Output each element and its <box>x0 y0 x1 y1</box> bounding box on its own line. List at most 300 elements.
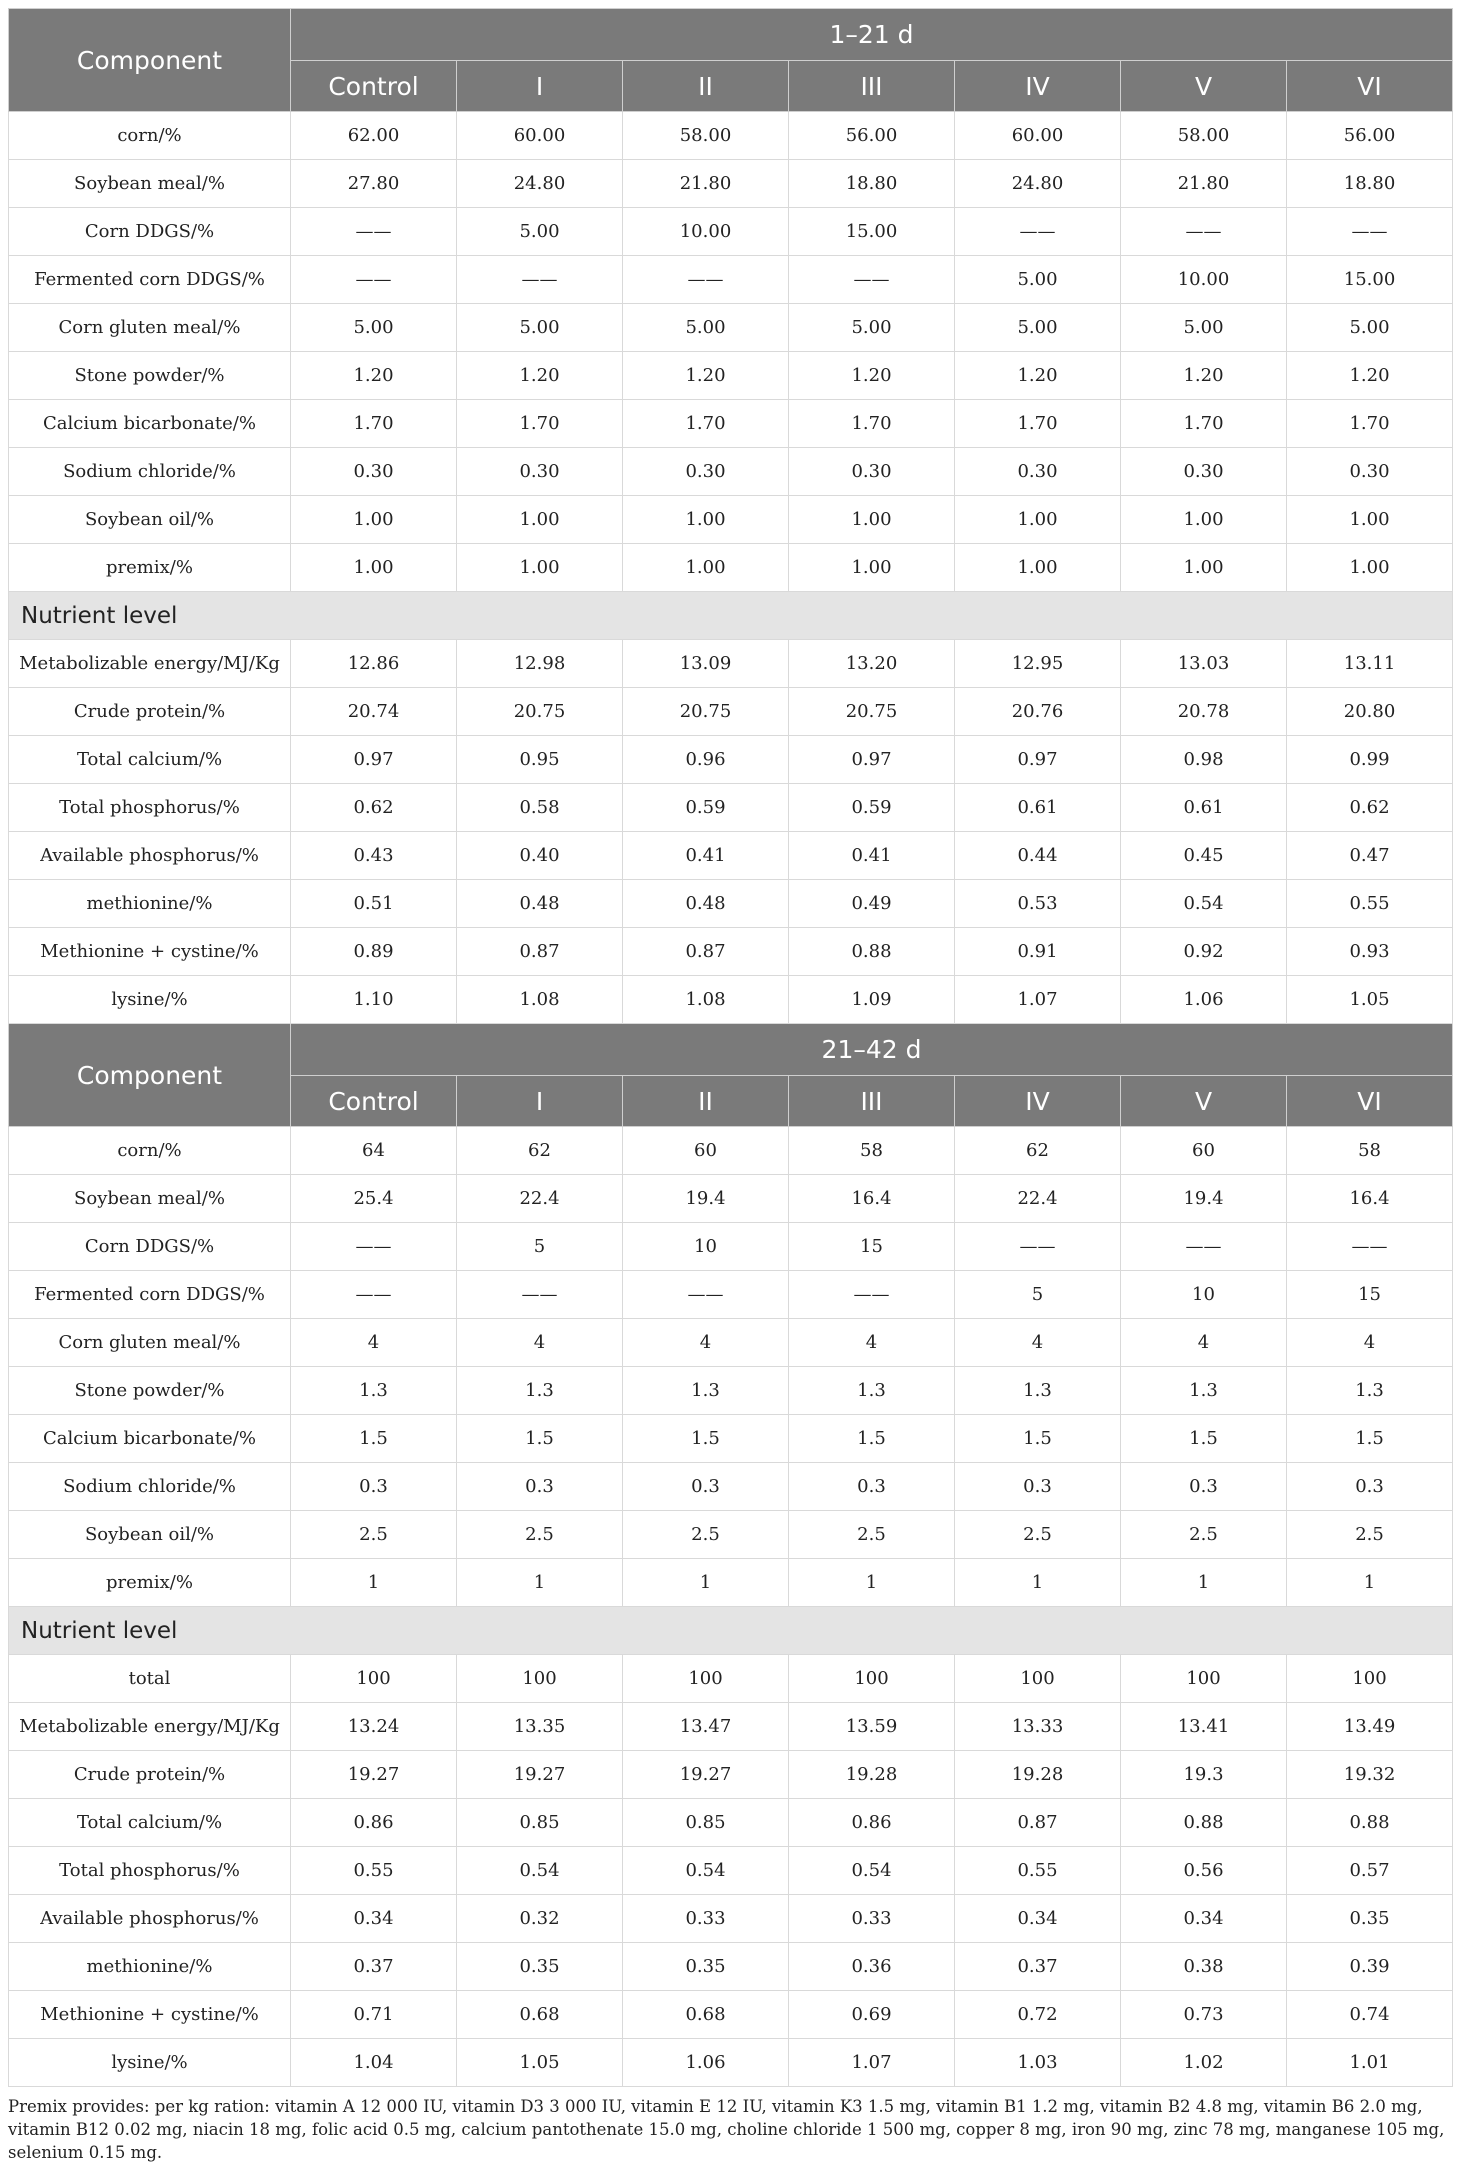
table-cell: 0.30 <box>789 448 955 496</box>
table-cell: 12.86 <box>291 640 457 688</box>
table-cell: 0.88 <box>1121 1799 1287 1847</box>
ingredient-row <box>9 1223 1453 1271</box>
table-cell: 1.5 <box>623 1415 789 1463</box>
table-cell: 15 <box>789 1223 955 1271</box>
table-cell: 15.00 <box>1287 256 1453 304</box>
table-cell: 0.85 <box>623 1799 789 1847</box>
table-cell: 0.59 <box>789 784 955 832</box>
table-cell: 0.41 <box>789 832 955 880</box>
table-cell: 1.10 <box>291 976 457 1024</box>
ingredient-row <box>9 400 1453 448</box>
table-cell: 2.5 <box>1287 1511 1453 1559</box>
table-cell: 1.3 <box>623 1367 789 1415</box>
row-label: Sodium chloride/% <box>9 1463 291 1511</box>
row-label: Stone powder/% <box>9 352 291 400</box>
table-cell: 19.4 <box>1121 1175 1287 1223</box>
table-cell: 0.3 <box>789 1463 955 1511</box>
table-cell: 18.80 <box>789 160 955 208</box>
table-cell: 100 <box>955 1655 1121 1703</box>
table-cell: 0.73 <box>1121 1991 1287 2039</box>
table-cell: —— <box>955 1223 1121 1271</box>
row-label: Calcium bicarbonate/% <box>9 400 291 448</box>
table-cell: 1.70 <box>955 400 1121 448</box>
table-cell: 22.4 <box>457 1175 623 1223</box>
row-label: premix/% <box>9 1559 291 1607</box>
period-title: 1–21 d <box>291 9 1453 61</box>
table-cell: 1.00 <box>1287 496 1453 544</box>
component-header: Component <box>9 1024 291 1127</box>
table-cell: 1.3 <box>1121 1367 1287 1415</box>
table-cell: 1.20 <box>1121 352 1287 400</box>
nutrient-row <box>9 640 1453 688</box>
table-cell: 62.00 <box>291 112 457 160</box>
group-column-header: III <box>789 61 955 112</box>
table-cell: 5.00 <box>457 304 623 352</box>
table-cell: —— <box>955 208 1121 256</box>
table-cell: 13.24 <box>291 1703 457 1751</box>
row-label: methionine/% <box>9 1943 291 1991</box>
table-cell: 10.00 <box>623 208 789 256</box>
table-cell: 0.35 <box>623 1943 789 1991</box>
table-cell: 1.70 <box>457 400 623 448</box>
group-column-header: II <box>623 1076 789 1127</box>
table-cell: 1.00 <box>457 544 623 592</box>
table-cell: 1.00 <box>789 544 955 592</box>
table-cell: 1.5 <box>1287 1415 1453 1463</box>
table-cell: 1.20 <box>457 352 623 400</box>
table-cell: 62 <box>955 1127 1121 1175</box>
table-cell: 4 <box>291 1319 457 1367</box>
table-cell: 22.4 <box>955 1175 1121 1223</box>
table-cell: 20.75 <box>457 688 623 736</box>
table-cell: 0.99 <box>1287 736 1453 784</box>
table-cell: 1.70 <box>291 400 457 448</box>
table-cell: 0.35 <box>1287 1895 1453 1943</box>
table-cell: 13.11 <box>1287 640 1453 688</box>
row-label: Corn DDGS/% <box>9 1223 291 1271</box>
row-label: corn/% <box>9 1127 291 1175</box>
row-label: Soybean oil/% <box>9 496 291 544</box>
group-column-header: V <box>1121 61 1287 112</box>
table-cell: 0.59 <box>623 784 789 832</box>
table-cell: 0.61 <box>1121 784 1287 832</box>
table-cell: 5.00 <box>789 304 955 352</box>
nutrient-level-heading: Nutrient level <box>9 1607 1453 1655</box>
table-cell: 1.20 <box>955 352 1121 400</box>
table-cell: 0.69 <box>789 1991 955 2039</box>
table-cell: 1.3 <box>291 1367 457 1415</box>
nutrient-row <box>9 1895 1453 1943</box>
table-cell: 1.08 <box>457 976 623 1024</box>
table-cell: 1 <box>789 1559 955 1607</box>
diet-composition-table-container <box>8 8 1453 2164</box>
ingredient-row <box>9 208 1453 256</box>
row-label: Soybean meal/% <box>9 160 291 208</box>
table-cell: —— <box>623 1271 789 1319</box>
table-cell: 1.08 <box>623 976 789 1024</box>
table-cell: 0.55 <box>1287 880 1453 928</box>
nutrient-level-heading: Nutrient level <box>9 592 1453 640</box>
period-header-row <box>9 9 1453 61</box>
table-cell: 24.80 <box>457 160 623 208</box>
table-cell: 1.5 <box>955 1415 1121 1463</box>
ingredient-row <box>9 1271 1453 1319</box>
table-cell: 2.5 <box>457 1511 623 1559</box>
row-label: Total calcium/% <box>9 1799 291 1847</box>
table-cell: 15 <box>1287 1271 1453 1319</box>
table-cell: 20.78 <box>1121 688 1287 736</box>
table-cell: 100 <box>457 1655 623 1703</box>
table-cell: 1.20 <box>623 352 789 400</box>
table-cell: 10 <box>1121 1271 1287 1319</box>
row-label: Corn gluten meal/% <box>9 304 291 352</box>
table-cell: 0.38 <box>1121 1943 1287 1991</box>
table-cell: 1.3 <box>789 1367 955 1415</box>
table-cell: 10 <box>623 1223 789 1271</box>
table-cell: 1.05 <box>1287 976 1453 1024</box>
table-cell: 19.28 <box>789 1751 955 1799</box>
table-cell: 19.27 <box>623 1751 789 1799</box>
ingredient-row <box>9 1367 1453 1415</box>
ingredient-row <box>9 256 1453 304</box>
table-cell: 0.33 <box>789 1895 955 1943</box>
table-cell: —— <box>1121 208 1287 256</box>
table-cell: 19.32 <box>1287 1751 1453 1799</box>
table-cell: —— <box>457 1271 623 1319</box>
table-cell: 16.4 <box>789 1175 955 1223</box>
table-cell: 24.80 <box>955 160 1121 208</box>
row-label: Calcium bicarbonate/% <box>9 1415 291 1463</box>
table-cell: 0.3 <box>623 1463 789 1511</box>
table-cell: 10.00 <box>1121 256 1287 304</box>
row-label: lysine/% <box>9 976 291 1024</box>
ingredient-row <box>9 112 1453 160</box>
table-cell: —— <box>291 256 457 304</box>
table-cell: —— <box>789 256 955 304</box>
table-cell: 0.95 <box>457 736 623 784</box>
table-cell: 0.62 <box>291 784 457 832</box>
table-cell: 0.33 <box>623 1895 789 1943</box>
table-cell: 1.02 <box>1121 2039 1287 2087</box>
group-column-header: III <box>789 1076 955 1127</box>
table-cell: 0.91 <box>955 928 1121 976</box>
nutrient-row <box>9 1799 1453 1847</box>
table-cell: 0.88 <box>789 928 955 976</box>
ingredient-row <box>9 544 1453 592</box>
table-cell: 1.06 <box>1121 976 1287 1024</box>
table-cell: 0.62 <box>1287 784 1453 832</box>
ingredient-row <box>9 448 1453 496</box>
table-cell: 4 <box>955 1319 1121 1367</box>
group-column-header: IV <box>955 61 1121 112</box>
table-cell: 1.00 <box>955 496 1121 544</box>
table-cell: 0.53 <box>955 880 1121 928</box>
table-cell: 0.87 <box>457 928 623 976</box>
table-cell: 1.04 <box>291 2039 457 2087</box>
table-cell: 0.44 <box>955 832 1121 880</box>
row-label: Total calcium/% <box>9 736 291 784</box>
row-label: total <box>9 1655 291 1703</box>
period-header-row <box>9 1024 1453 1076</box>
table-cell: 0.55 <box>955 1847 1121 1895</box>
table-cell: —— <box>1287 208 1453 256</box>
table-cell: 0.88 <box>1287 1799 1453 1847</box>
table-cell: 0.68 <box>623 1991 789 2039</box>
group-column-header: IV <box>955 1076 1121 1127</box>
table-cell: 1.01 <box>1287 2039 1453 2087</box>
table-cell: 2.5 <box>789 1511 955 1559</box>
table-cell: 100 <box>789 1655 955 1703</box>
table-cell: 1.05 <box>457 2039 623 2087</box>
table-cell: 13.49 <box>1287 1703 1453 1751</box>
nutrient-row <box>9 832 1453 880</box>
table-cell: 1.00 <box>955 544 1121 592</box>
table-cell: 0.3 <box>1121 1463 1287 1511</box>
table-cell: 1.20 <box>789 352 955 400</box>
ingredient-row <box>9 352 1453 400</box>
table-cell: 0.30 <box>291 448 457 496</box>
ingredient-row <box>9 304 1453 352</box>
table-cell: 1.20 <box>291 352 457 400</box>
table-cell: 16.4 <box>1287 1175 1453 1223</box>
table-cell: 1.00 <box>1121 544 1287 592</box>
table-cell: 100 <box>1121 1655 1287 1703</box>
table-cell: 2.5 <box>623 1511 789 1559</box>
row-label: Metabolizable energy/MJ/Kg <box>9 640 291 688</box>
table-cell: 1.00 <box>623 496 789 544</box>
table-cell: 13.59 <box>789 1703 955 1751</box>
table-cell: 0.92 <box>1121 928 1287 976</box>
ingredient-row <box>9 1175 1453 1223</box>
table-cell: 1.00 <box>291 496 457 544</box>
table-cell: 12.95 <box>955 640 1121 688</box>
table-cell: 0.93 <box>1287 928 1453 976</box>
table-cell: 58 <box>1287 1127 1453 1175</box>
table-cell: 13.09 <box>623 640 789 688</box>
table-cell: 13.33 <box>955 1703 1121 1751</box>
table-cell: 1.09 <box>789 976 955 1024</box>
table-cell: 12.98 <box>457 640 623 688</box>
table-cell: 13.03 <box>1121 640 1287 688</box>
nutrient-row <box>9 1991 1453 2039</box>
table-cell: 58.00 <box>1121 112 1287 160</box>
ingredient-row <box>9 1127 1453 1175</box>
table-cell: —— <box>291 1223 457 1271</box>
nutrient-row <box>9 2039 1453 2087</box>
nutrient-row <box>9 1655 1453 1703</box>
table-cell: 4 <box>1287 1319 1453 1367</box>
row-label: corn/% <box>9 112 291 160</box>
premix-footnote: Premix provides: per kg ration: vitamin A 12 000 IU, vitamin D3 3 000 IU, vitamin E 12 IU, vitamin K3 1.5 mg, vitamin B1 1.2 mg, vitamin B2 4.8 mg, vitamin B6 2.0 mg, vitamin B12 0.02 mg, niacin 18 mg, folic acid 0.5 mg, calcium pantothenate 15.0 mg, choline chloride 1 500 mg, copper 8 mg, iron 90 mg, zinc 78 mg, manganese 105 mg, selenium 0.15 mg. <box>8 2097 1445 2162</box>
table-cell: 0.34 <box>955 1895 1121 1943</box>
table-cell: 0.3 <box>457 1463 623 1511</box>
table-cell: 0.3 <box>291 1463 457 1511</box>
table-cell: 5 <box>457 1223 623 1271</box>
ingredient-row <box>9 496 1453 544</box>
table-cell: 1.00 <box>1121 496 1287 544</box>
table-cell: —— <box>789 1271 955 1319</box>
table-cell: 19.3 <box>1121 1751 1287 1799</box>
row-label: Methionine + cystine/% <box>9 1991 291 2039</box>
table-cell: 0.34 <box>1121 1895 1287 1943</box>
table-cell: 0.71 <box>291 1991 457 2039</box>
table-cell: 1.06 <box>623 2039 789 2087</box>
table-cell: 0.34 <box>291 1895 457 1943</box>
table-cell: 13.35 <box>457 1703 623 1751</box>
row-label: Corn DDGS/% <box>9 208 291 256</box>
table-cell: 1.70 <box>789 400 955 448</box>
table-cell: 0.3 <box>955 1463 1121 1511</box>
component-header: Component <box>9 9 291 112</box>
table-cell: 0.54 <box>457 1847 623 1895</box>
table-cell: 5.00 <box>955 304 1121 352</box>
table-cell: 0.30 <box>1287 448 1453 496</box>
table-cell: 60 <box>1121 1127 1287 1175</box>
table-cell: 1.3 <box>1287 1367 1453 1415</box>
table-cell: 1.00 <box>789 496 955 544</box>
row-label: Total phosphorus/% <box>9 784 291 832</box>
table-cell: 0.86 <box>789 1799 955 1847</box>
table-cell: 0.54 <box>623 1847 789 1895</box>
diet-composition-table <box>8 8 1453 2087</box>
table-cell: 5.00 <box>955 256 1121 304</box>
table-cell: 0.74 <box>1287 1991 1453 2039</box>
nutrient-row <box>9 1751 1453 1799</box>
row-label: Metabolizable energy/MJ/Kg <box>9 1703 291 1751</box>
table-cell: 21.80 <box>1121 160 1287 208</box>
table-cell: 4 <box>789 1319 955 1367</box>
row-label: Methionine + cystine/% <box>9 928 291 976</box>
table-cell: 0.51 <box>291 880 457 928</box>
table-cell: 1.70 <box>1121 400 1287 448</box>
table-cell: 0.55 <box>291 1847 457 1895</box>
table-cell: 56.00 <box>789 112 955 160</box>
table-cell: 1.00 <box>623 544 789 592</box>
table-cell: 1 <box>623 1559 789 1607</box>
ingredient-row <box>9 1511 1453 1559</box>
table-cell: 5.00 <box>291 304 457 352</box>
table-cell: 1.3 <box>457 1367 623 1415</box>
table-cell: 5 <box>955 1271 1121 1319</box>
table-cell: 0.86 <box>291 1799 457 1847</box>
table-cell: 0.47 <box>1287 832 1453 880</box>
row-label: Soybean oil/% <box>9 1511 291 1559</box>
table-cell: 1.5 <box>457 1415 623 1463</box>
ingredient-row <box>9 1463 1453 1511</box>
table-cell: 0.97 <box>291 736 457 784</box>
table-cell: —— <box>623 256 789 304</box>
table-cell: 13.47 <box>623 1703 789 1751</box>
row-label: Total phosphorus/% <box>9 1847 291 1895</box>
group-column-header: VI <box>1287 1076 1453 1127</box>
table-cell: 0.68 <box>457 1991 623 2039</box>
nutrient-row <box>9 976 1453 1024</box>
ingredient-row <box>9 1415 1453 1463</box>
table-cell: 62 <box>457 1127 623 1175</box>
table-cell: —— <box>1287 1223 1453 1271</box>
table-cell: 1 <box>291 1559 457 1607</box>
table-cell: 20.75 <box>623 688 789 736</box>
table-cell: 1.00 <box>457 496 623 544</box>
table-cell: —— <box>1121 1223 1287 1271</box>
table-cell: 1.00 <box>1287 544 1453 592</box>
row-label: Stone powder/% <box>9 1367 291 1415</box>
table-cell: 0.48 <box>623 880 789 928</box>
table-cell: 1.07 <box>789 2039 955 2087</box>
table-cell: 0.30 <box>457 448 623 496</box>
table-cell: —— <box>457 256 623 304</box>
group-column-header: II <box>623 61 789 112</box>
table-cell: 0.30 <box>623 448 789 496</box>
nutrient-row <box>9 1943 1453 1991</box>
table-cell: 0.37 <box>291 1943 457 1991</box>
table-cell: 19.27 <box>291 1751 457 1799</box>
row-label: Available phosphorus/% <box>9 1895 291 1943</box>
row-label: Fermented corn DDGS/% <box>9 1271 291 1319</box>
table-cell: 20.80 <box>1287 688 1453 736</box>
table-cell: 0.54 <box>1121 880 1287 928</box>
table-cell: 0.96 <box>623 736 789 784</box>
nutrient-row <box>9 784 1453 832</box>
table-cell: 15.00 <box>789 208 955 256</box>
table-cell: 0.54 <box>789 1847 955 1895</box>
table-cell: 21.80 <box>623 160 789 208</box>
group-column-header: Control <box>291 61 457 112</box>
table-cell: 58.00 <box>623 112 789 160</box>
table-cell: 0.87 <box>955 1799 1121 1847</box>
table-cell: 20.75 <box>789 688 955 736</box>
table-cell: 60 <box>623 1127 789 1175</box>
table-cell: 58 <box>789 1127 955 1175</box>
ingredient-row <box>9 1319 1453 1367</box>
table-cell: 2.5 <box>955 1511 1121 1559</box>
table-cell: 1 <box>955 1559 1121 1607</box>
table-cell: 0.30 <box>1121 448 1287 496</box>
table-cell: 0.30 <box>955 448 1121 496</box>
row-label: premix/% <box>9 544 291 592</box>
table-cell: 20.74 <box>291 688 457 736</box>
table-cell: 0.87 <box>623 928 789 976</box>
row-label: Crude protein/% <box>9 688 291 736</box>
table-cell: 100 <box>1287 1655 1453 1703</box>
table-cell: 0.43 <box>291 832 457 880</box>
nutrient-row <box>9 688 1453 736</box>
table-cell: 19.4 <box>623 1175 789 1223</box>
table-cell: 56.00 <box>1287 112 1453 160</box>
nutrient-row <box>9 880 1453 928</box>
ingredient-row <box>9 1559 1453 1607</box>
table-cell: 1.07 <box>955 976 1121 1024</box>
table-cell: 0.37 <box>955 1943 1121 1991</box>
table-cell: 100 <box>623 1655 789 1703</box>
table-cell: 100 <box>291 1655 457 1703</box>
row-label: Soybean meal/% <box>9 1175 291 1223</box>
period-title: 21–42 d <box>291 1024 1453 1076</box>
table-cell: 64 <box>291 1127 457 1175</box>
table-cell: 1.5 <box>1121 1415 1287 1463</box>
ingredient-row <box>9 160 1453 208</box>
table-cell: 5.00 <box>623 304 789 352</box>
table-cell: 2.5 <box>1121 1511 1287 1559</box>
table-cell: 4 <box>623 1319 789 1367</box>
table-cell: 0.48 <box>457 880 623 928</box>
table-cell: 13.41 <box>1121 1703 1287 1751</box>
table-cell: 20.76 <box>955 688 1121 736</box>
table-cell: 0.3 <box>1287 1463 1453 1511</box>
table-cell: 19.27 <box>457 1751 623 1799</box>
table-cell: 25.4 <box>291 1175 457 1223</box>
table-cell: 0.32 <box>457 1895 623 1943</box>
